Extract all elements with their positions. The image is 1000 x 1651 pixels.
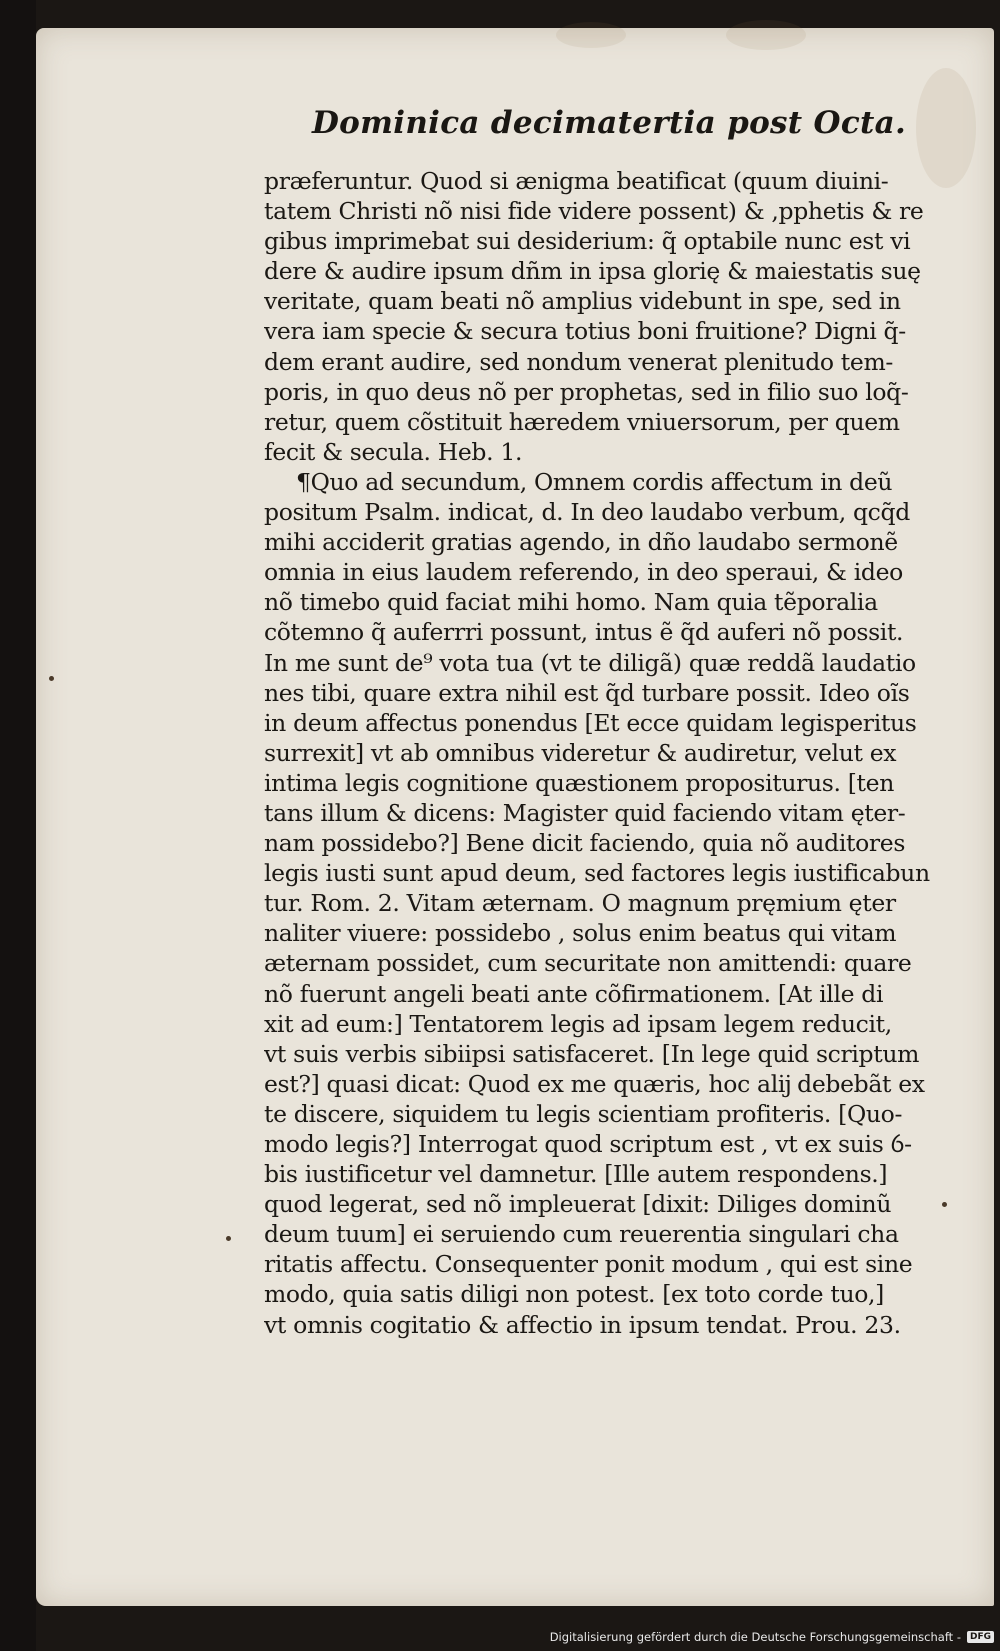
text-line: deum tuum] ei seruiendo cum reuerentia singulari cha [264,1220,899,1249]
text-line: vt omnis cogitatio & affectio in ipsum tendat. Prou. 23. [264,1310,901,1339]
text-line: præferuntur. Quod si ænigma beatificat (quum diuini- [264,167,889,195]
text-line: intima legis cognitione quæstionem propositurus. [ten [264,768,894,797]
text-line: poris, in quo deus nõ per prophetas, sed in filio suo loq̃- [264,377,909,406]
text-line: tans illum & dicens: Magister quid faciendo vitam ęter- [264,798,906,827]
text-line: surrexit] vt ab omnibus videretur & audiretur, velut ex [264,738,897,767]
text-line: fecit & secula. Heb. 1. [264,437,523,466]
text-line: positum Psalm. indicat, d. In deo laudabo verbum, qcq̃d [264,498,910,527]
text-line: veritate, quam beati nõ amplius videbunt in spe, sed in [264,287,901,316]
dfg-logo: DFG [967,1631,994,1643]
text-line: legis iusti sunt apud deum, sed factores legis iustificabun [264,859,930,888]
text-line: quod legerat, sed nõ impleuerat [dixit: Diliges dominũ [264,1190,892,1219]
scan-dark-edge [0,0,36,1651]
text-line: mihi acciderit gratias agendo, in dño laudabo sermonẽ [264,528,898,557]
text-line: est?] quasi dicat: Quod ex me quæris, hoc alĳ debebãt ex [264,1069,925,1098]
text-line: tur. Rom. 2. Vitam æternam. O magnum pręmium ęter [264,889,896,918]
text-line: te discere, siquidem tu legis scientiam profiteris. [Quo- [264,1099,903,1128]
paper-stain [556,22,626,48]
text-line: tatem Christi nõ nisi fide videre possent) & ,pphetis & re [264,197,924,226]
credit-text: Digitalisierung gefördert durch die Deutsche Forschungsgemeinschaft - [549,1630,961,1644]
text-line: omnia in eius laudem referendo, in deo speraui, & ideo [264,558,903,587]
text-line: naliter viuere: possidebo , solus enim beatus qui vitam [264,919,897,948]
paragraph-start-line: ¶Quo ad secundum, Omnem cordis affectum in deũ [296,467,893,496]
paper-speck [49,676,54,681]
text-line: xit ad eum:] Tentatorem legis ad ipsam legem reducit, [264,1009,892,1038]
running-head: Dominica decimatertia post Octa. [312,105,907,141]
text-line: vera iam specie & secura totius boni fruitione? Digni q̃- [264,317,906,346]
text-line: modo legis?] Interrogat quod scriptum est , vt ex suis ỽ- [264,1130,912,1158]
text-line: nam possidebo?] Bene dicit faciendo, quia nõ auditores [264,829,906,858]
text-line: in deum affectus ponendus [Et ecce quidam legisperitus [264,708,917,737]
paper-speck [226,1236,231,1241]
text-line: nõ timebo quid faciat mihi homo. Nam quia tẽporalia [264,588,878,617]
text-line: cõtemno q̃ auferrri possunt, intus ẽ q̃d auferi nõ possit. [264,618,904,647]
text-line: nõ fuerunt angeli beati ante cõfirmationem. [At ille di [264,979,884,1008]
text-line: bis iustificetur vel damnetur. [Ille autem respondens.] [264,1160,888,1189]
text-line: dem erant audire, sed nondum venerat plenitudo tem- [264,347,893,376]
body-text [264,166,934,1340]
text-line: ritatis affectu. Consequenter ponit modum , qui est sine [264,1250,913,1279]
text-line: vt suis verbis sibiipsi satisfaceret. [In lege quid scriptum [264,1039,920,1068]
paper-speck [942,1202,947,1207]
text-line: gibus imprimebat sui desiderium: q̃ optabile nunc est vi [264,227,911,256]
text-line: nes tibi, quare extra nihil est q̃d turbare possit. Ideo oĩs [264,678,910,707]
paper-stain [726,20,806,50]
text-line: modo, quia satis diligi non potest. [ex toto corde tuo,] [264,1280,884,1309]
digitization-credit [550,1627,994,1647]
text-line: dere & audire ipsum dñm in ipsa glorię & maiestatis suę [264,257,921,286]
text-line: retur, quem cõstituit hæredem vniuersorum, per quem [264,407,900,436]
text-line: æternam possidet, cum securitate non amittendi: quare [264,949,912,978]
text-line: In me sunt de⁹ vota tua (vt te diligã) quæ reddã laudatio [264,648,916,677]
